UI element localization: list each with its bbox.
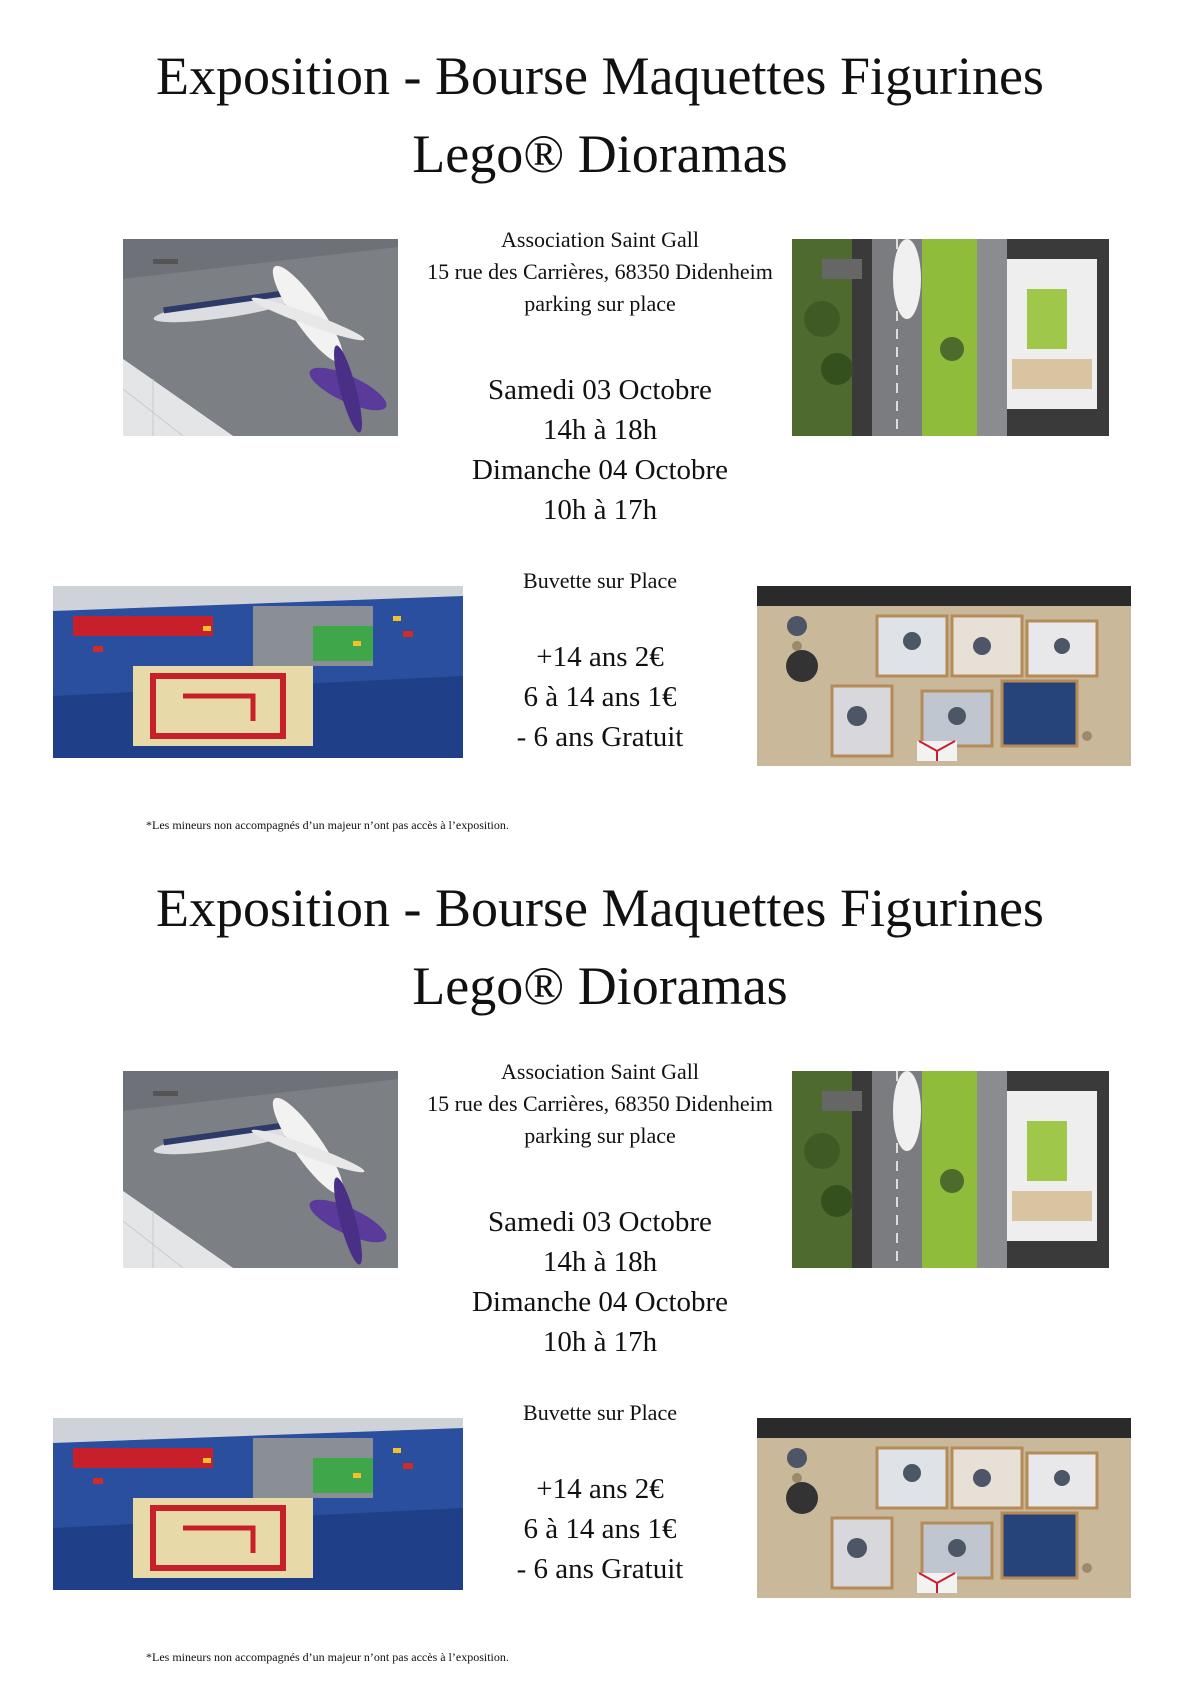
venue-name: Association Saint Gall xyxy=(501,227,699,252)
price-free: - 6 ans Gratuit xyxy=(516,1553,684,1585)
venue-parking: parking sur place xyxy=(524,1123,676,1148)
venue-info xyxy=(380,224,820,320)
footnote: *Les mineurs non accompagnés d’un majeur n’ont pas accès à l’exposition. xyxy=(146,1650,509,1664)
photo-figurines xyxy=(757,1418,1131,1598)
venue-address: 15 rue des Carrières, 68350 Didenheim xyxy=(427,259,773,284)
buvette-notice: Buvette sur Place xyxy=(523,568,677,593)
schedule xyxy=(380,1202,820,1362)
price-adult: +14 ans 2€ xyxy=(536,1473,664,1505)
photo-model-airplanes xyxy=(123,1071,398,1268)
schedule xyxy=(380,370,820,530)
price-list xyxy=(380,1469,820,1589)
flyer-subtitle: Lego® Dioramas xyxy=(412,956,788,1016)
price-child: 6 à 14 ans 1€ xyxy=(523,681,677,713)
venue-parking: parking sur place xyxy=(524,291,676,316)
schedule-hours-1: 14h à 18h xyxy=(542,414,658,446)
schedule-hours-1: 14h à 18h xyxy=(542,1246,658,1278)
photo-model-airplanes xyxy=(123,239,398,436)
price-adult: +14 ans 2€ xyxy=(536,641,664,673)
schedule-day-1: Samedi 03 Octobre xyxy=(488,1206,712,1238)
flyer-title: Exposition - Bourse Maquettes Figurines xyxy=(156,46,1044,106)
flyer-subtitle: Lego® Dioramas xyxy=(412,124,788,184)
photo-road-diorama xyxy=(792,1071,1109,1268)
photo-figurines xyxy=(757,586,1131,766)
schedule-day-1: Samedi 03 Octobre xyxy=(488,374,712,406)
photo-road-diorama xyxy=(792,239,1109,436)
price-child: 6 à 14 ans 1€ xyxy=(523,1513,677,1545)
flyer-bottom xyxy=(0,832,1200,1672)
venue-info xyxy=(380,1056,820,1152)
schedule-day-2: Dimanche 04 Octobre xyxy=(471,454,729,486)
footnote: *Les mineurs non accompagnés d’un majeur n’ont pas accès à l’exposition. xyxy=(146,818,509,832)
venue-name: Association Saint Gall xyxy=(501,1059,699,1084)
flyer-title: Exposition - Bourse Maquettes Figurines xyxy=(156,878,1044,938)
venue-address: 15 rue des Carrières, 68350 Didenheim xyxy=(427,1091,773,1116)
schedule-hours-2: 10h à 17h xyxy=(542,1326,658,1358)
price-list xyxy=(380,637,820,757)
price-free: - 6 ans Gratuit xyxy=(516,721,684,753)
buvette-notice: Buvette sur Place xyxy=(523,1400,677,1425)
schedule-day-2: Dimanche 04 Octobre xyxy=(471,1286,729,1318)
schedule-hours-2: 10h à 17h xyxy=(542,494,658,526)
flyer-top xyxy=(0,0,1200,840)
